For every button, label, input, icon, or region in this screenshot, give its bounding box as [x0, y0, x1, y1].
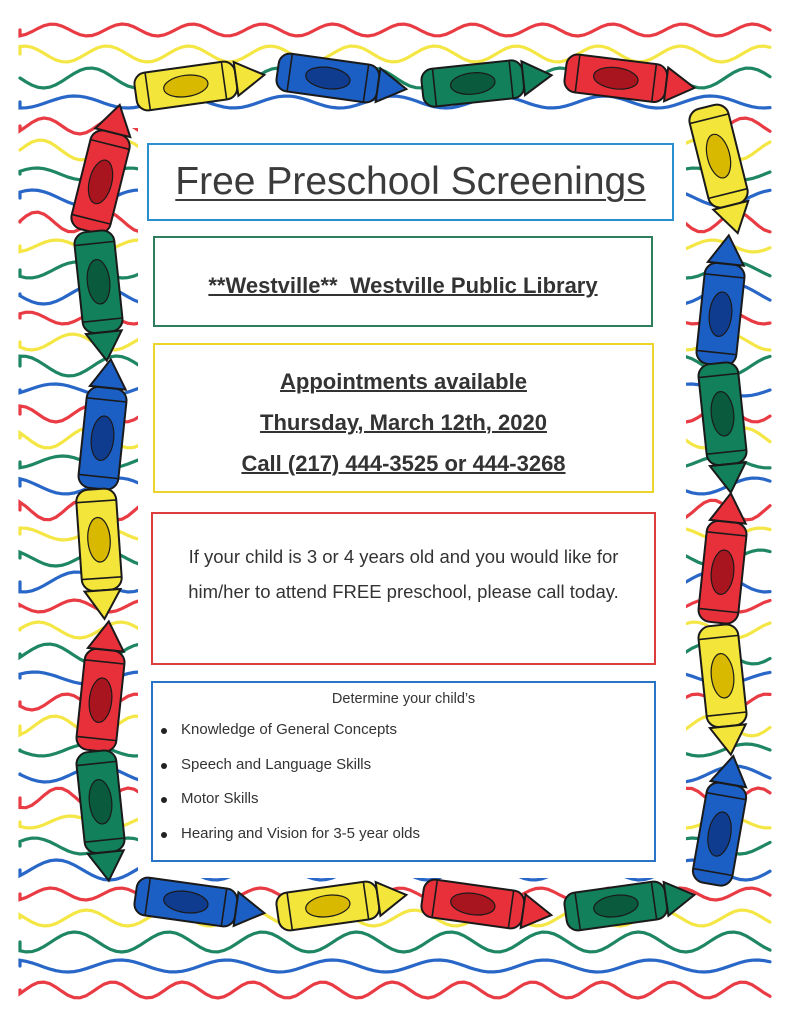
crayon-icon	[75, 619, 128, 752]
skills-list	[153, 713, 654, 851]
crayon-icon	[77, 357, 130, 490]
crayon-icon	[75, 749, 128, 882]
list-item	[161, 817, 654, 852]
info-text: If your child is 3 or 4 years old and you would like for him/her to attend FREE preschool, please call today.	[188, 546, 619, 602]
crayon-icon	[695, 233, 748, 366]
appointments-heading: Appointments available	[280, 369, 527, 394]
title-box	[147, 143, 674, 221]
bullet-icon	[161, 797, 167, 803]
appointment-date: Thursday, March 12th, 2020	[260, 410, 547, 435]
determine-heading: Determine your child’s	[331, 691, 476, 707]
crayon-icon	[697, 361, 750, 494]
list-item	[161, 748, 654, 783]
location-box	[153, 236, 653, 327]
list-item-label: Knowledge of General Concepts	[181, 721, 397, 738]
bullet-icon	[161, 832, 167, 838]
crayon-icon	[697, 623, 750, 756]
bullet-icon	[161, 728, 167, 734]
list-item-label: Motor Skills	[181, 790, 259, 807]
appointment-phone: Call (217) 444-3525 or 444-3268	[241, 451, 566, 476]
list-item-label: Speech and Language Skills	[181, 755, 372, 773]
determine-box	[151, 681, 656, 862]
crayon-icon	[73, 229, 126, 362]
appointments-box	[153, 343, 654, 493]
location-text: **Westville** Westville Public Library	[208, 273, 598, 298]
info-box	[151, 512, 656, 665]
crayon-icon	[133, 56, 267, 112]
crayon-icon	[133, 876, 267, 932]
list-item	[161, 713, 654, 748]
list-item	[161, 782, 654, 817]
list-item-label: Hearing and Vision for 3-5 year olds	[181, 824, 421, 842]
crayon-icon	[420, 56, 553, 107]
crayon-icon	[275, 876, 409, 932]
crayon-icon	[563, 876, 697, 932]
crayon-icon	[697, 491, 750, 624]
bullet-icon	[161, 763, 167, 769]
page-title: Free Preschool Screenings	[175, 160, 646, 203]
